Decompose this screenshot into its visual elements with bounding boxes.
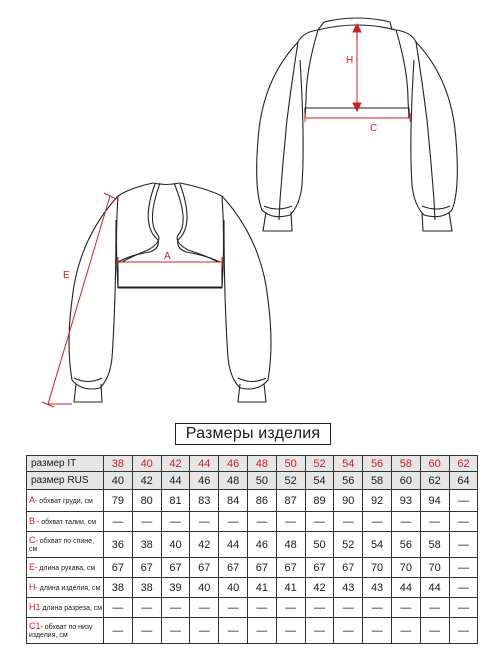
size-rus-cell: 42 xyxy=(132,472,161,490)
value-cell: — xyxy=(449,578,478,598)
value-cell: — xyxy=(391,618,420,644)
size-rus-cell: 40 xyxy=(104,472,133,490)
value-cell: — xyxy=(449,618,478,644)
size-rus-cell: 44 xyxy=(161,472,190,490)
value-cell: 81 xyxy=(161,490,190,512)
measurement-row-h xyxy=(27,578,478,598)
measurement-row-c1 xyxy=(27,618,478,644)
value-cell: — xyxy=(420,598,449,618)
row-letter-a: A xyxy=(29,494,36,505)
value-cell: — xyxy=(161,598,190,618)
value-cell: 40 xyxy=(161,532,190,558)
size-it-cell: 52 xyxy=(305,456,334,472)
size-it-cell: 56 xyxy=(363,456,392,472)
value-cell: 67 xyxy=(247,558,276,578)
value-cell: 70 xyxy=(420,558,449,578)
row-text-h: - длина изделия, см xyxy=(35,584,101,592)
value-cell: 94 xyxy=(420,490,449,512)
size-rus-cell: 56 xyxy=(334,472,363,490)
size-rus-cell: 54 xyxy=(305,472,334,490)
value-cell: — xyxy=(190,512,219,532)
row-label-h xyxy=(27,578,104,598)
measurement-row-a xyxy=(27,490,478,512)
value-cell: 38 xyxy=(132,532,161,558)
row-label-b xyxy=(27,512,104,532)
table-title: Размеры изделия xyxy=(175,423,331,445)
value-cell: — xyxy=(161,512,190,532)
row-text-b: - обхват талии, см xyxy=(35,518,97,526)
value-cell: 42 xyxy=(190,532,219,558)
value-cell: 67 xyxy=(104,558,133,578)
value-cell: 67 xyxy=(132,558,161,578)
value-cell: 84 xyxy=(219,490,248,512)
front-view-drawing xyxy=(69,183,271,402)
value-cell: 38 xyxy=(104,578,133,598)
row-label-it: размер IT xyxy=(27,456,104,472)
value-cell: — xyxy=(391,512,420,532)
value-cell: — xyxy=(334,618,363,644)
value-cell: — xyxy=(391,598,420,618)
sleeve-length-dimension xyxy=(42,193,116,407)
value-cell: — xyxy=(161,618,190,644)
row-letter-e: E xyxy=(29,561,36,572)
size-rus-cell: 64 xyxy=(449,472,478,490)
size-it-cell: 48 xyxy=(247,456,276,472)
row-label-e xyxy=(27,558,104,578)
size-rus-cell: 52 xyxy=(276,472,305,490)
value-cell: 44 xyxy=(420,578,449,598)
value-cell: 42 xyxy=(305,578,334,598)
size-row-it xyxy=(27,456,478,472)
size-it-cell: 50 xyxy=(276,456,305,472)
row-text-h1: длина разреза, см xyxy=(40,604,103,612)
value-cell: 40 xyxy=(190,578,219,598)
size-it-cell: 60 xyxy=(420,456,449,472)
value-cell: — xyxy=(305,618,334,644)
value-cell: — xyxy=(363,618,392,644)
value-cell: — xyxy=(449,558,478,578)
value-cell: — xyxy=(449,512,478,532)
value-cell: — xyxy=(247,512,276,532)
row-text-e: - длина рукава, см xyxy=(35,564,96,572)
value-cell: 56 xyxy=(391,532,420,558)
value-cell: — xyxy=(420,512,449,532)
row-label-c1 xyxy=(27,618,104,644)
size-table xyxy=(26,455,478,644)
row-letter-h: H xyxy=(29,581,36,592)
value-cell: 44 xyxy=(219,532,248,558)
value-cell: — xyxy=(132,598,161,618)
value-cell: — xyxy=(420,618,449,644)
row-letter-b: B xyxy=(29,515,36,526)
value-cell: 41 xyxy=(247,578,276,598)
value-cell: — xyxy=(276,512,305,532)
value-cell: 93 xyxy=(391,490,420,512)
value-cell: 48 xyxy=(276,532,305,558)
value-cell: — xyxy=(190,618,219,644)
size-it-cell: 54 xyxy=(334,456,363,472)
size-it-cell: 46 xyxy=(219,456,248,472)
row-label-c xyxy=(27,532,104,558)
value-cell: 90 xyxy=(334,490,363,512)
value-cell: 83 xyxy=(190,490,219,512)
value-cell: 67 xyxy=(161,558,190,578)
value-cell: 80 xyxy=(132,490,161,512)
value-cell: — xyxy=(305,598,334,618)
value-cell: — xyxy=(104,598,133,618)
value-cell: — xyxy=(363,512,392,532)
value-cell: — xyxy=(363,598,392,618)
row-label-a xyxy=(27,490,104,512)
size-rus-cell: 62 xyxy=(420,472,449,490)
value-cell: — xyxy=(132,618,161,644)
size-rus-cell: 48 xyxy=(219,472,248,490)
measurement-row-b xyxy=(27,512,478,532)
value-cell: 58 xyxy=(420,532,449,558)
value-cell: — xyxy=(305,512,334,532)
value-cell: 39 xyxy=(161,578,190,598)
value-cell: 43 xyxy=(334,578,363,598)
value-cell: 40 xyxy=(219,578,248,598)
value-cell: 79 xyxy=(104,490,133,512)
size-it-cell: 44 xyxy=(190,456,219,472)
row-letter-c: C xyxy=(29,534,36,545)
value-cell: 67 xyxy=(334,558,363,578)
row-label-h1 xyxy=(27,598,104,618)
value-cell: 67 xyxy=(190,558,219,578)
size-it-cell: 38 xyxy=(104,456,133,472)
value-cell: — xyxy=(104,512,133,532)
value-cell: 36 xyxy=(104,532,133,558)
value-cell: — xyxy=(132,512,161,532)
value-cell: — xyxy=(219,598,248,618)
value-cell: 41 xyxy=(276,578,305,598)
row-text-c1: - обхват по низу изделия, см xyxy=(29,623,93,639)
value-cell: 54 xyxy=(363,532,392,558)
value-cell: — xyxy=(276,618,305,644)
value-cell: — xyxy=(449,532,478,558)
value-cell: — xyxy=(449,598,478,618)
measurement-row-h1 xyxy=(27,598,478,618)
value-cell: — xyxy=(276,598,305,618)
size-it-cell: 62 xyxy=(449,456,478,472)
value-cell: — xyxy=(219,618,248,644)
row-label-rus: размер RUS xyxy=(27,472,104,490)
value-cell: 87 xyxy=(276,490,305,512)
value-cell: 67 xyxy=(219,558,248,578)
back-height-dimension xyxy=(353,24,361,111)
row-letter-h1: H1 xyxy=(29,601,41,612)
value-cell: 92 xyxy=(363,490,392,512)
size-it-cell: 40 xyxy=(132,456,161,472)
dimension-label-e: E xyxy=(63,270,70,281)
size-row-rus xyxy=(27,472,478,490)
value-cell: 70 xyxy=(391,558,420,578)
row-letter-c1: C1 xyxy=(29,620,41,631)
value-cell: — xyxy=(334,598,363,618)
value-cell: — xyxy=(190,598,219,618)
value-cell: — xyxy=(219,512,248,532)
value-cell: 70 xyxy=(363,558,392,578)
value-cell: — xyxy=(449,490,478,512)
row-text-a: - обхват груди, см xyxy=(35,497,93,505)
measurement-row-e xyxy=(27,558,478,578)
value-cell: 44 xyxy=(391,578,420,598)
dimension-label-h: H xyxy=(346,55,354,66)
value-cell: — xyxy=(247,598,276,618)
value-cell: 67 xyxy=(305,558,334,578)
measurement-row-c xyxy=(27,532,478,558)
size-it-cell: 58 xyxy=(391,456,420,472)
value-cell: 52 xyxy=(334,532,363,558)
dimension-label-a: A xyxy=(164,251,171,262)
value-cell: 43 xyxy=(363,578,392,598)
value-cell: — xyxy=(247,618,276,644)
back-width-dimension xyxy=(305,113,410,122)
value-cell: — xyxy=(334,512,363,532)
size-rus-cell: 58 xyxy=(363,472,392,490)
size-it-cell: 42 xyxy=(161,456,190,472)
value-cell: 67 xyxy=(276,558,305,578)
size-rus-cell: 50 xyxy=(247,472,276,490)
size-rus-cell: 60 xyxy=(391,472,420,490)
value-cell: 50 xyxy=(305,532,334,558)
value-cell: 89 xyxy=(305,490,334,512)
row-text-c: - обхват по спине, см xyxy=(29,537,95,553)
size-rus-cell: 46 xyxy=(190,472,219,490)
value-cell: 86 xyxy=(247,490,276,512)
value-cell: 38 xyxy=(132,578,161,598)
value-cell: — xyxy=(104,618,133,644)
dimension-label-c: C xyxy=(370,123,378,134)
value-cell: 46 xyxy=(247,532,276,558)
